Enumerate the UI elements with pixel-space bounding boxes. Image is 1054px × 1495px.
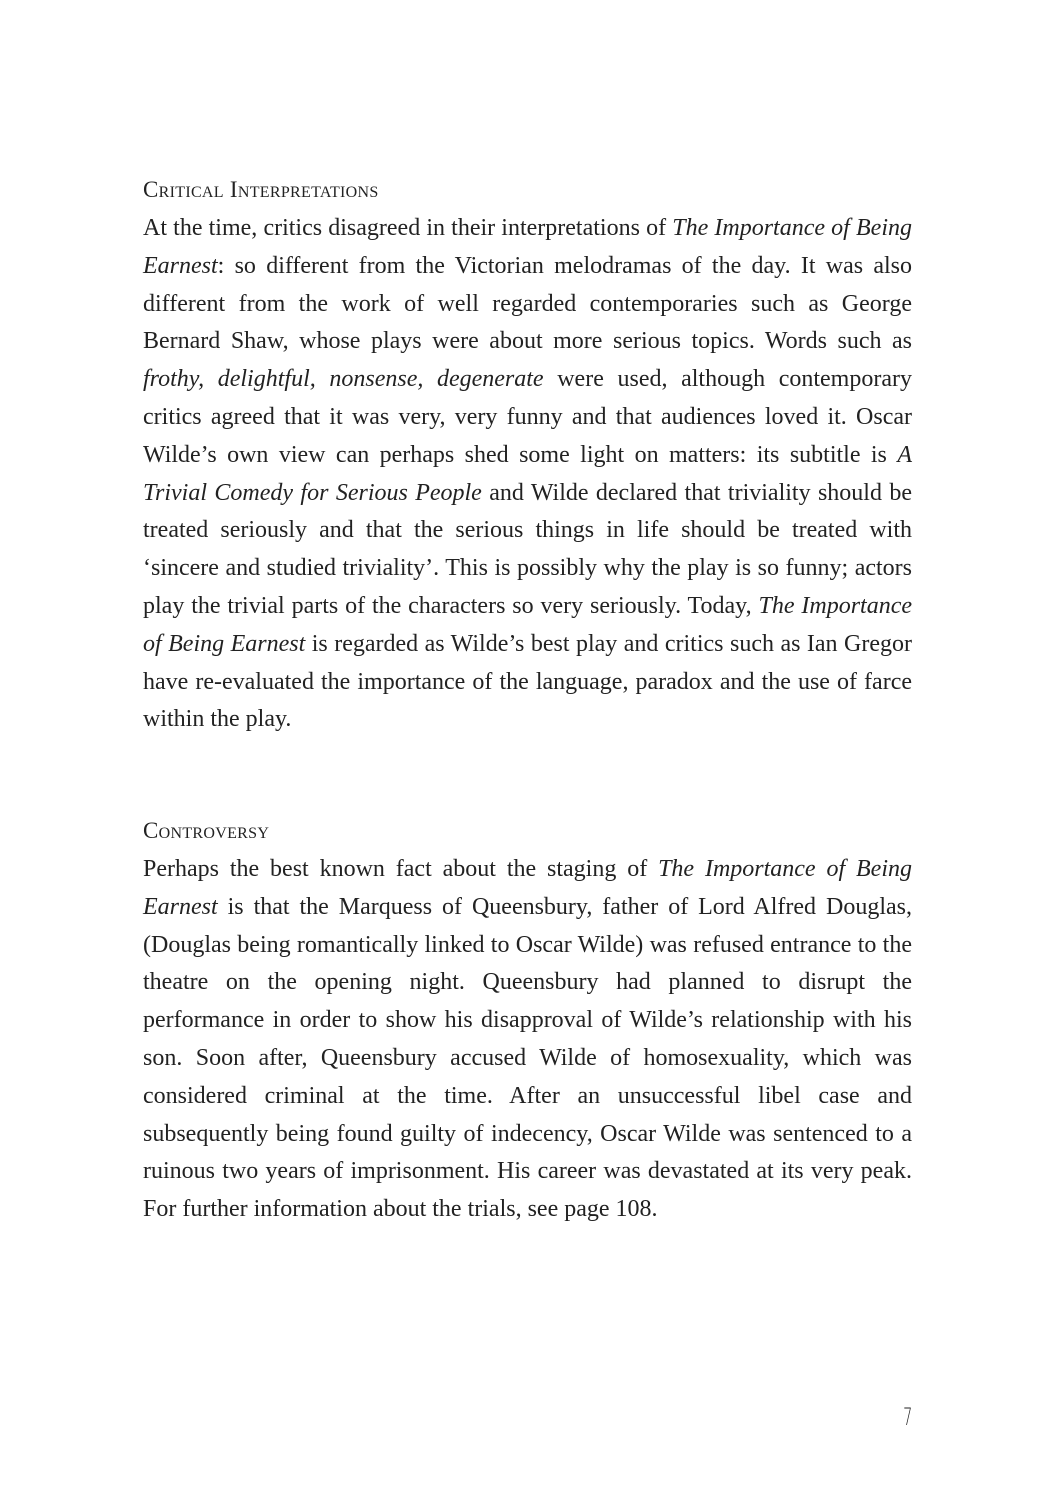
italic-subtitle: A Trivial Comedy for Serious People: [143, 441, 912, 506]
section-controversy: [143, 815, 912, 1229]
text-run: were used, although contemporary critics agreed that it was very, very funny and that audiences loved it. Oscar Wilde’s own view can perhaps shed some light on matters: its subtitle is: [143, 366, 912, 468]
text-run: is regarded as Wilde’s best play and critics such as Ian Gregor have re-evaluated the importance of the language, paradox and the use of farce within the play.: [143, 630, 912, 733]
italic-title: The Importance of Being Earnest: [143, 592, 913, 657]
section-critical-interpretations: [143, 174, 912, 739]
section-heading-controversy: Controversy: [143, 818, 270, 843]
section-heading-critical: Critical Interpretations: [143, 177, 379, 202]
text-run: and Wilde declared that triviality should be treated seriously and that the serious things in life should be treated with ‘sincere and studied triviality’. This is possibly why the play is so funny; actors play the trivial parts of the characters so very seriously. Today,: [143, 479, 912, 619]
page-number: 7: [902, 1403, 912, 1431]
italic-title: The Importance of Being Earnest: [143, 856, 912, 920]
italic-words: frothy, delightful, nonsense, degenerate: [143, 366, 544, 393]
text-run: : so different from the Victorian melodramas of the day. It was also different from the work of well regarded contemporaries such as George Bernard Shaw, whose plays were about more serious topics. Words such as: [143, 252, 912, 355]
paragraph-controversy: [143, 851, 912, 1229]
paragraph-critical: [143, 210, 912, 739]
text-run: is that the Marquess of Queensbury, father of Lord Alfred Douglas, (Douglas being romantically linked to Oscar Wilde) was refused entrance to the theatre on the opening night. Queensbury had planned to disrupt the performance in order to show his disapproval of Wilde’s relationship with his son. Soon after, Queensbury accused Wilde of homosexuality, which was considered criminal at the time. After an unsuccessful libel case and subsequently being found guilty of indecency, Oscar Wilde was sentenced to a ruinous two years of imprisonment. His career was devastated at its very peak. For further information about the trials, see page 108.: [143, 893, 912, 1223]
text-run: Perhaps the best known fact about the staging of: [143, 856, 659, 882]
text-run: At the time, critics disagreed in their interpretations of: [143, 215, 673, 241]
italic-title: The Importance of Being Earnest: [143, 215, 912, 279]
